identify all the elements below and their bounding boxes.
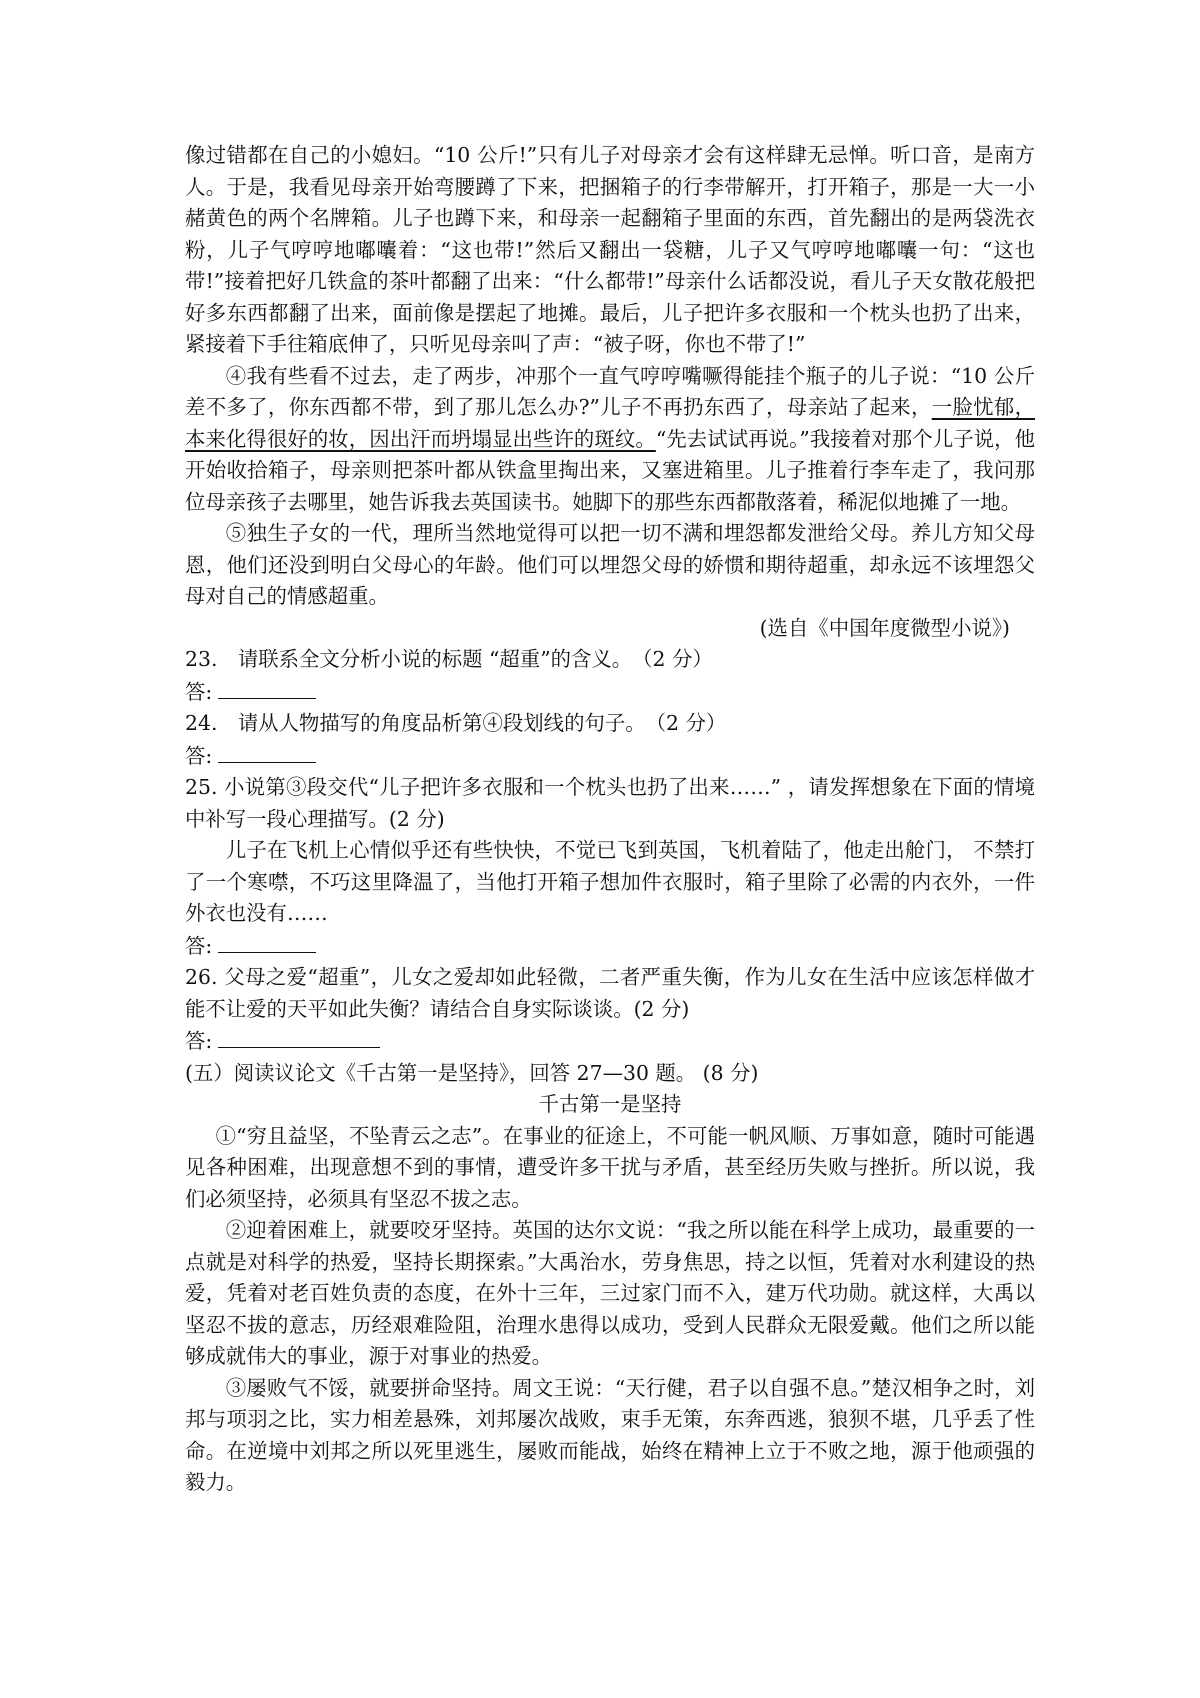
story-source: (选自《中国年度微型小说》) bbox=[759, 615, 1010, 640]
paragraph-4-underlined-sentence: 一脸忧郁，本来化得很好的妆，因出汗而坍塌显出些许的斑纹。 bbox=[185, 395, 1036, 451]
paragraph-4-text-after: “先去试试再说。”我接着对那个儿子说，他开始收拾箱子，母亲则把茶叶都从铁盒里掏出来，又塞进箱里。儿子推着行李车走了，我问那位母亲孩子去哪里，她告诉我去英国读书。她脚下的那些东西都散落着，稀泥似地摊了一地。 bbox=[185, 426, 1035, 514]
paragraph-4-text-before: ④我有些看不过去，走了两步，冲那个一直气哼哼嘴噘得能挂个瓶子的儿子说：“10 公斤差不多了，你东西都不带，到了那儿怎么办?”儿子不再扔东西了，母亲站了起来， bbox=[185, 363, 1035, 419]
essay-paragraph-2: ②迎着困难上，就要咬牙坚持。英国的达尔文说：“我之所以能在科学上成功，最重要的一点就是对科学的热爱，坚持长期探索。”大禹治水，劳身焦思，持之以恒，凭着对水利建设的热爱，凭着对老百姓负责的态度，在外十三年，三过家门而不入，建万代功勋。就这样，大禹以坚忍不拔的意志，历经艰难险阻，治理水患得以成功，受到人民群众无限爱戴。他们之所以能够成就伟大的事业，源于对事业的热爱。 bbox=[185, 1218, 1035, 1368]
story-paragraph-5: ⑤独生子女的一代，理所当然地觉得可以把一切不满和埋怨都发泄给父母。养儿方知父母恩，他们还没到明白父母心的年龄。他们可以埋怨父母的娇惯和期待超重，却永远不该埋怨父母对自己的情感超重。 bbox=[185, 521, 1035, 608]
question-24: 24. 请从人物描写的角度品析第④段划线的句子。 （2 分） bbox=[185, 711, 727, 735]
answer-label: 答: bbox=[185, 743, 213, 768]
story-paragraph-3-continuation: 像过错都在自己的小媳妇。“10 公斤!”只有儿子对母亲才会有这样肆无忌惮。听口音，是南方人。于是，我看见母亲开始弯腰蹲了下来，把捆箱子的行李带解开，打开箱子，那是一大一小赭黄色的两个名牌箱。儿子也蹲下来，和母亲一起翻箱子里面的东西，首先翻出的是两袋洗衣粉，儿子气哼哼地嘟囔着：“这也带!”然后又翻出一袋糖，儿子又气哼哼地嘟囔一句：“这也带!”接着把好几铁盒的茶叶都翻了出来：“什么都带!”母亲什么话都没说，看儿子天女散花般把好多东西都翻了出来，面前像是摆起了地摊。最后，儿子把许多衣服和一个枕头也扔了出来，紧接着下手往箱底伸了，只听见母亲叫了声：“被子呀，你也不带了!” bbox=[185, 143, 1035, 356]
section-5-header: (五）阅读议论文《千古第一是坚持》，回答 27—30 题。 (8 分) bbox=[185, 1060, 759, 1085]
exam-page bbox=[185, 140, 1035, 1499]
answer-label: 答: bbox=[185, 1029, 213, 1053]
answer-blank[interactable] bbox=[218, 676, 316, 699]
question-23: 23. 请联系全文分析小说的标题 “超重”的含义。 （2 分） bbox=[185, 647, 713, 671]
answer-blank[interactable] bbox=[218, 1025, 380, 1048]
question-25-context: 儿子在飞机上心情似乎还有些快快，不觉已飞到英国，飞机着陆了，他走出舱门， 不禁打了一个寒噤，不巧这里降温了，当他打开箱子想加件衣服时，箱子里除了必需的内衣外，一件外衣也没有…… bbox=[185, 838, 1035, 925]
answer-24-line[interactable] bbox=[185, 740, 1035, 773]
answer-label: 答: bbox=[185, 679, 213, 704]
answer-blank[interactable] bbox=[218, 740, 316, 763]
essay-title: 千古第一是坚持 bbox=[538, 1092, 682, 1116]
question-25: 25. 小说第③段交代“儿子把许多衣服和一个枕头也扔了出来……” ，请发挥想象在下面的情境中补写一段心理描写。(2 分) bbox=[185, 775, 1035, 831]
question-26: 26. 父母之爱“超重”，儿女之爱却如此轻微，二者严重失衡，作为儿女在生活中应该怎样做才能不让爱的天平如此失衡？请结合自身实际谈谈。(2 分) bbox=[185, 965, 1035, 1021]
answer-26-line[interactable] bbox=[185, 1025, 1035, 1058]
answer-23-line[interactable] bbox=[185, 676, 1035, 709]
answer-blank[interactable] bbox=[218, 930, 316, 953]
story-paragraph-4 bbox=[185, 361, 1035, 519]
answer-25-line[interactable] bbox=[185, 930, 1035, 963]
answer-label: 答: bbox=[185, 933, 213, 958]
essay-paragraph-1: ①“穷且益坚，不坠青云之志”。在事业的征途上，不可能一帆风顺、万事如意，随时可能遇见各种困难，出现意想不到的事情，遭受许多干扰与矛盾，甚至经历失败与挫折。所以说，我们必须坚持，必须具有坚忍不拔之志。 bbox=[185, 1123, 1035, 1211]
essay-paragraph-3: ③屡败气不馁，就要拼命坚持。周文王说：“天行健，君子以自强不息。”楚汉相争之时，刘邦与项羽之比，实力相差悬殊，刘邦屡次战败，束手无策，东奔西逃，狼狈不堪，几乎丢了性命。在逆境中刘邦之所以死里逃生，屡败而能战，始终在精神上立于不败之地，源于他顽强的毅力。 bbox=[185, 1375, 1035, 1494]
